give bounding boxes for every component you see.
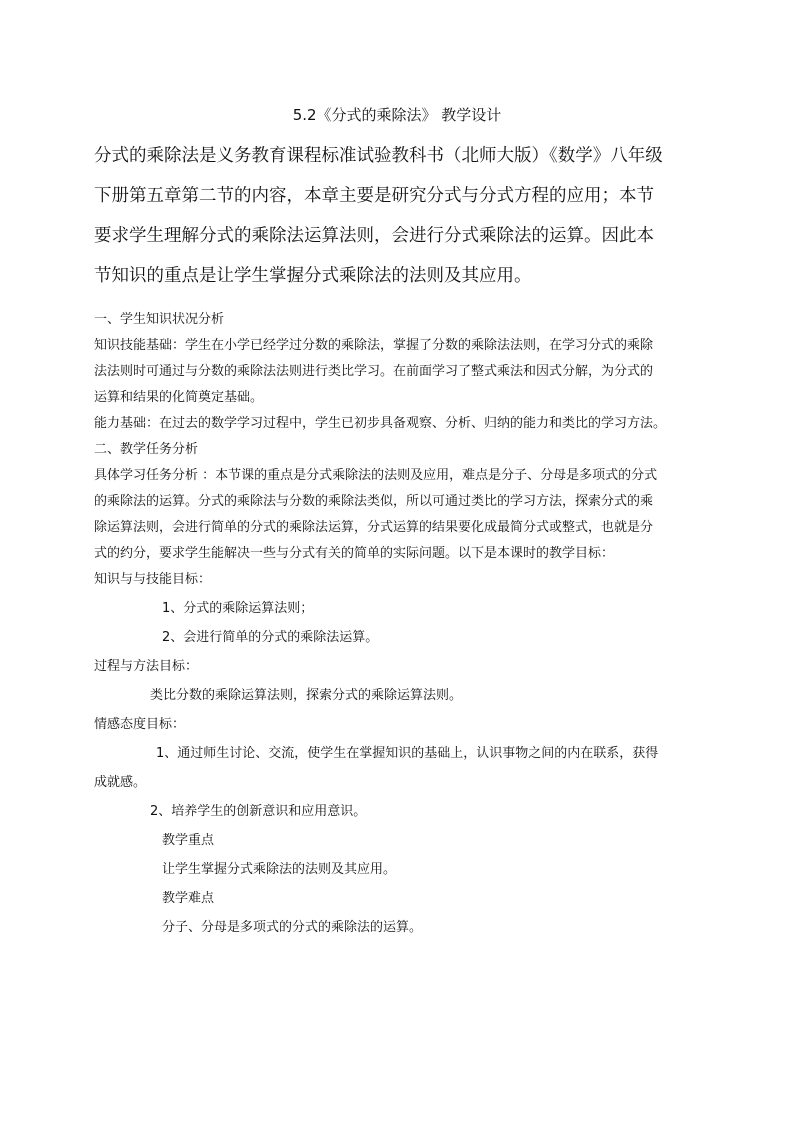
task-analysis-line: 具体学习任务分析 ：本节课的重点是分式乘除法的法则及应用，难点是分子、分母是多项式的分式 — [94, 468, 658, 483]
intro-line: 下册第五章第二节的内容，本章主要是研究分式与分式方程的应用；本节 — [94, 186, 654, 206]
key-point-text: 让学生掌握分式乘除法的法则及其应用。 — [162, 862, 397, 877]
intro-paragraph — [94, 144, 714, 304]
process-goal-heading: 过程与方法目标： — [94, 659, 199, 674]
ability-basis-line: 能力基础：在过去的数学学习过程中，学生已初步具备观察、分析、归纳的能力和类比的学习方法。 — [94, 416, 667, 431]
intro-line: 节知识的重点是让学生掌握分式乘除法的法则及其应用。 — [94, 266, 532, 286]
document-title: 5.2《分式的乘除法》 教学设计 — [292, 106, 502, 124]
document-body — [94, 310, 714, 947]
knowledge-basis-line: 运算和结果的化简奠定基础。 — [94, 390, 264, 405]
knowledge-goal-item: 1、分式的乘除运算法则； — [162, 601, 314, 616]
task-analysis-line: 式的约分，要求学生能解决一些与分式有关的简单的实际问题。以下是本课时的教学目标： — [94, 546, 615, 561]
task-analysis-line: 的乘除法的运算。分式的乘除法与分数的乘除法类似，所以可通过类比的学习方法，探索分式的乘 — [94, 494, 654, 509]
difficulty-heading: 教学难点 — [162, 891, 215, 906]
difficulty-text: 分子、分母是多项式的分式的乘除法的运算。 — [162, 920, 423, 935]
section-heading-student-analysis: 一、学生知识状况分析 — [94, 312, 225, 327]
knowledge-basis-line: 法法则时可通过与分数的乘除法法则进行类比学习。在前面学习了整式乘法和因式分解，为分式的 — [94, 364, 654, 379]
emotion-goal-heading: 情感态度目标： — [94, 717, 186, 732]
section-heading-task-analysis: 二、教学任务分析 — [94, 442, 199, 457]
emotion-goal-item: 1、通过师生讨论、交流，使学生在掌握知识的基础上，认识事物之间的内在联系，获得 — [156, 746, 659, 761]
intro-line: 要求学生理解分式的乘除法运算法则，会进行分式乘除法的运算。因此本 — [94, 226, 654, 246]
intro-line: 分式的乘除法是义务教育课程标准试验教科书（北师大版）《数学》八年级 — [94, 146, 663, 166]
emotion-goal-item-continued: 成就感。 — [94, 775, 147, 790]
process-goal-text: 类比分数的乘除运算法则，探索分式的乘除运算法则。 — [150, 688, 463, 703]
emotion-goal-item: 2、培养学生的创新意识和应用意识。 — [150, 804, 367, 819]
key-point-heading: 教学重点 — [162, 833, 215, 848]
task-analysis-line: 除运算法则，会进行简单的分式的乘除法运算，分式运算的结果要化成最简分式或整式，也就是分 — [94, 520, 654, 535]
knowledge-goal-heading: 知识与与技能目标： — [94, 572, 212, 587]
knowledge-goal-item: 2、会进行简单的分式的乘除法运算。 — [162, 630, 379, 645]
knowledge-basis-line: 知识技能基础：学生在小学已经学过分数的乘除法，掌握了分数的乘除法法则，在学习分式的乘除 — [94, 338, 654, 353]
